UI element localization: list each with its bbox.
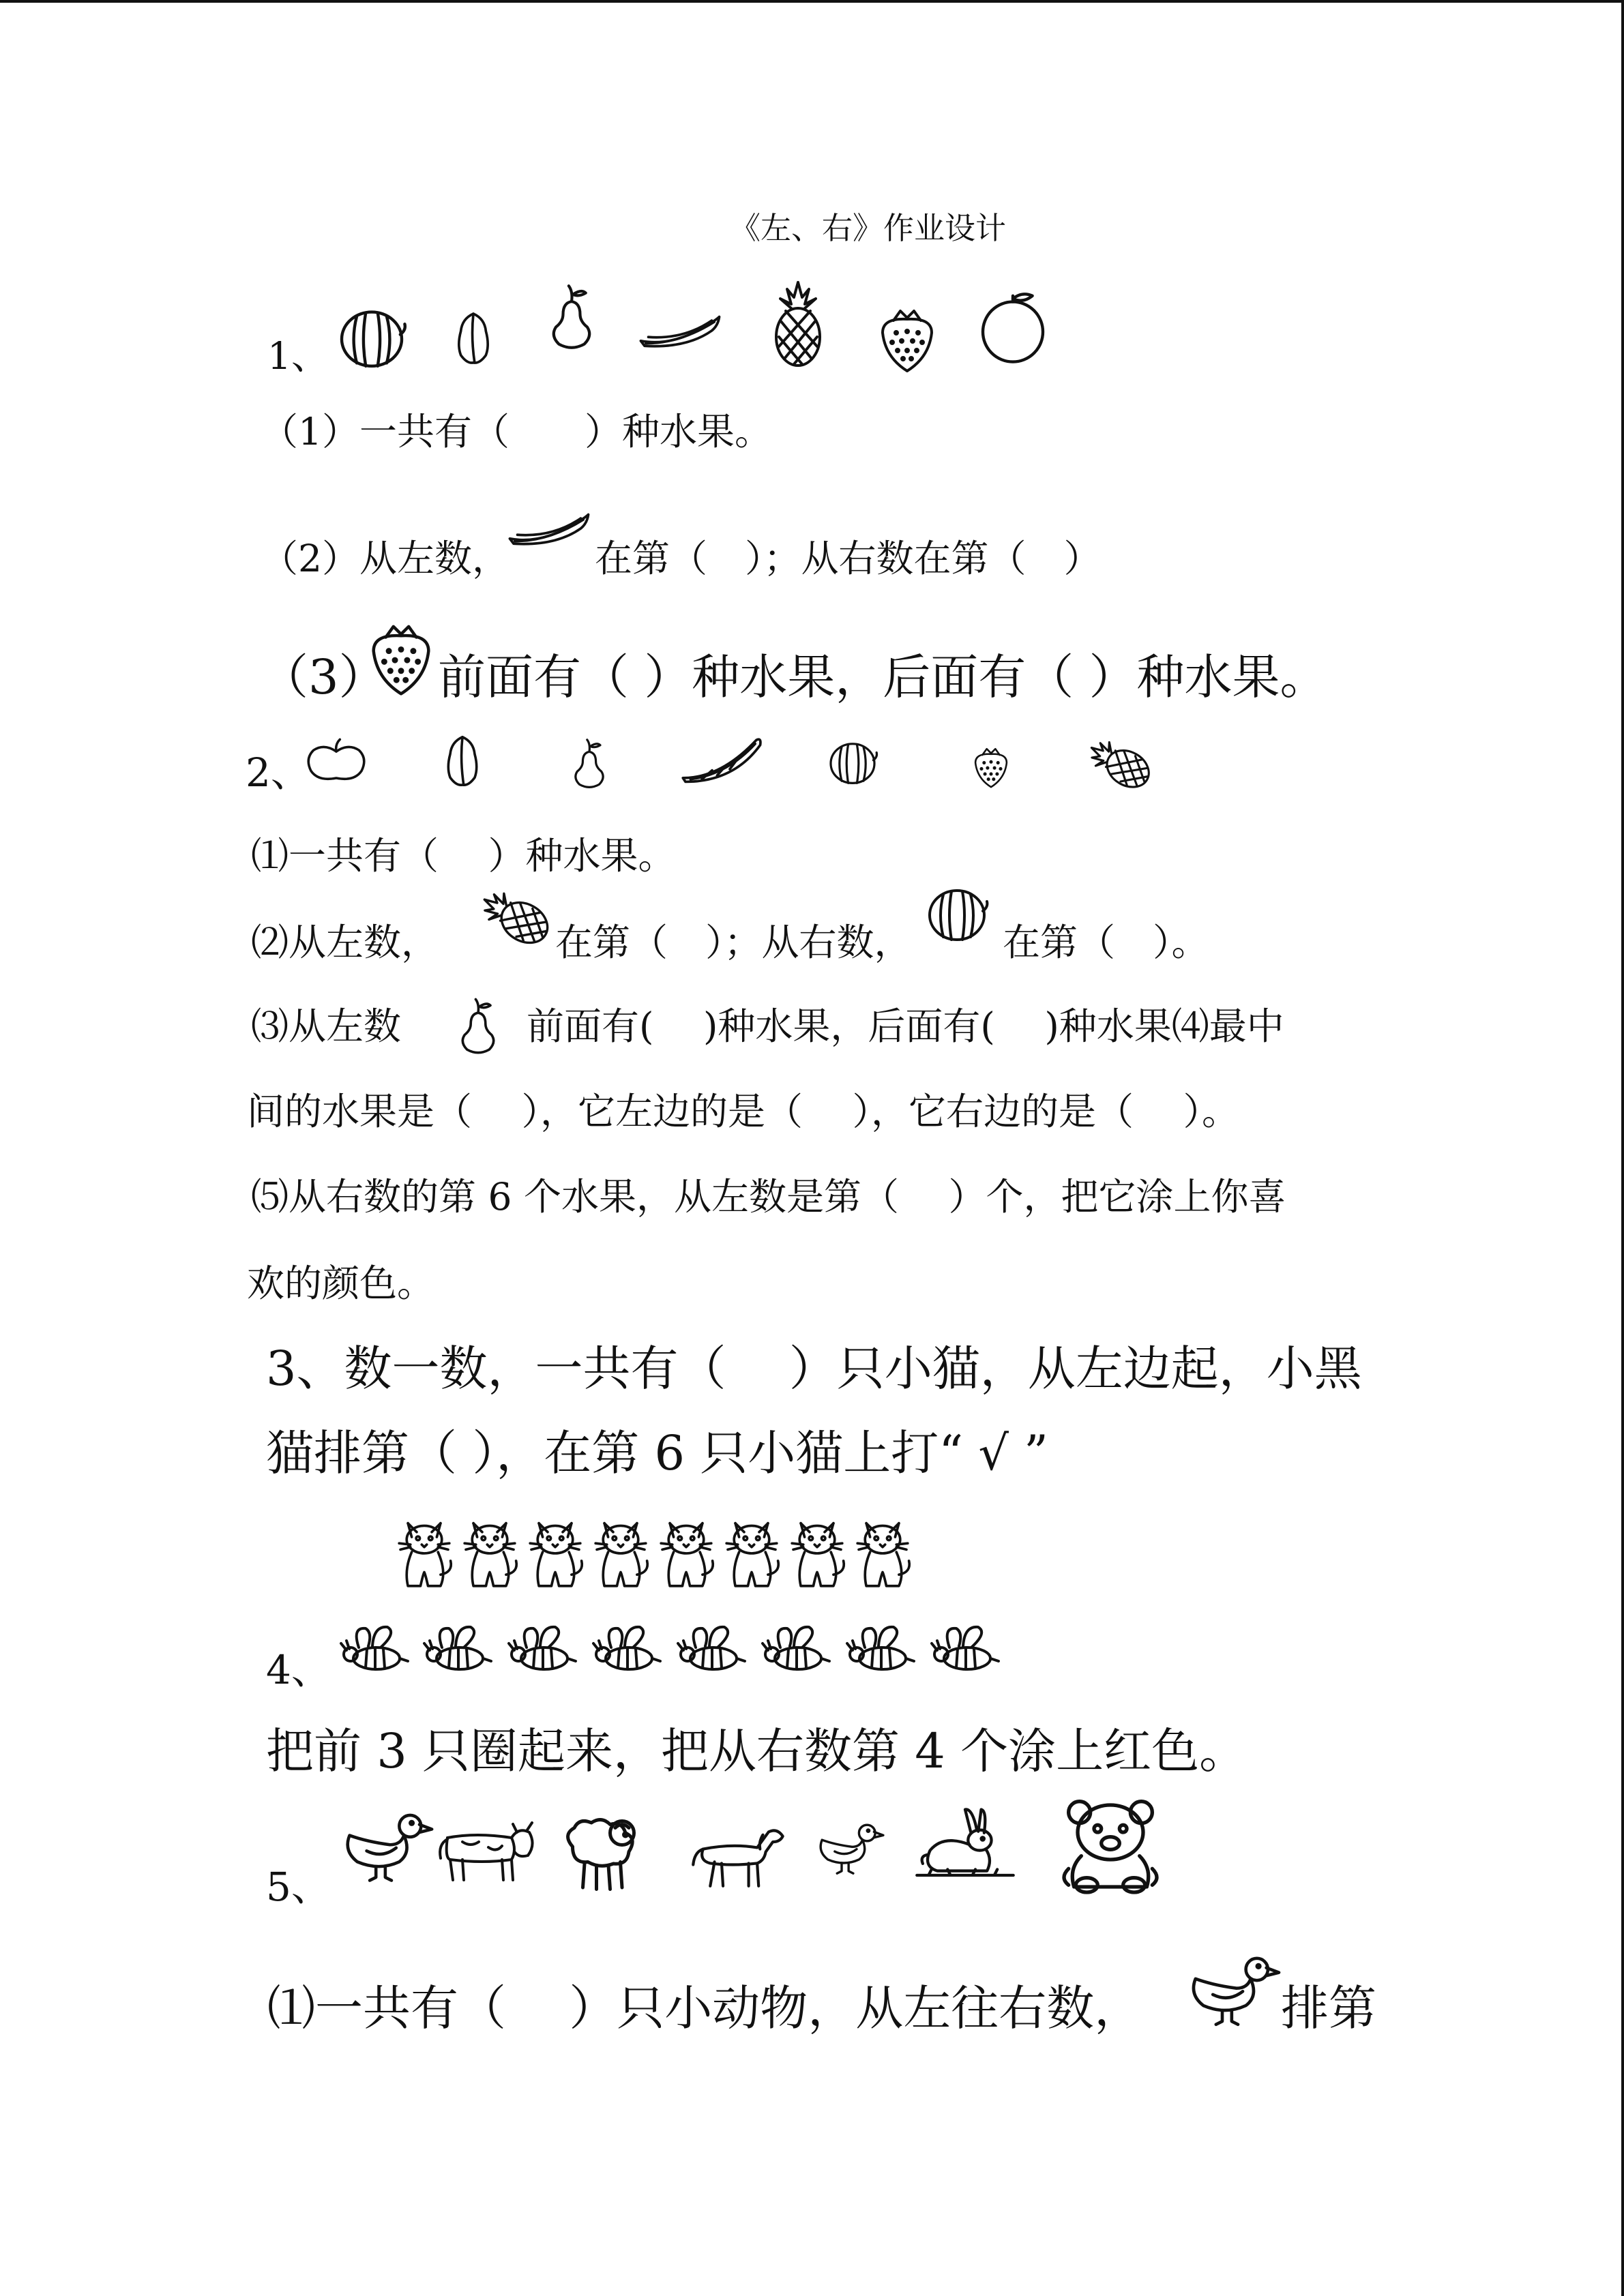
strawberry-icon	[363, 614, 439, 699]
sheep-icon	[547, 1813, 663, 1898]
peach-icon	[442, 300, 505, 375]
cat-icon	[655, 1508, 718, 1597]
peach-icon	[428, 730, 497, 791]
q2-item-1: ⑴一共有（ ）种水果。	[251, 834, 676, 878]
watermelon-icon	[907, 880, 1007, 948]
bee-icon	[422, 1623, 497, 1678]
bee-icon	[338, 1623, 413, 1678]
bee-icon	[929, 1623, 1004, 1678]
banana-icon	[505, 498, 593, 559]
q1-item-1: （1）一共有（ ）种水果。	[261, 410, 772, 453]
pear-icon	[536, 269, 607, 365]
orange-icon	[975, 290, 1050, 365]
q2-item-5: ⑸从右数的第 6 个水果，从左数是第（ ）个，把它涂上你喜	[251, 1175, 1286, 1219]
page-border-top	[0, 0, 1624, 3]
bear-icon	[1056, 1795, 1165, 1897]
q2-item-3-suffix: 前面有( )种水果，后面有( )种水果⑷最中	[527, 1004, 1284, 1048]
horse-icon	[689, 1819, 788, 1893]
q5-item-1-prefix: ⑴一共有（ ）只小动物，从左往右数，	[267, 1980, 1142, 2036]
cat-icon	[851, 1508, 914, 1597]
q2-item-5-cont: 欢的颜色。	[247, 1262, 435, 1305]
q2-item-2-prefix: ⑵从左数，	[251, 921, 439, 964]
cat-icon	[524, 1508, 587, 1597]
q3-line-1: 3、数一数，一共有（ ）只小猫，从左边起，小黑	[266, 1341, 1362, 1397]
q1-number: 1、	[267, 334, 329, 378]
bee-icon	[591, 1623, 666, 1678]
cat-icon	[786, 1508, 848, 1597]
banana-icon	[677, 731, 765, 787]
bee-icon	[506, 1623, 581, 1678]
q3-line-2: 猫排第（ ），在第 6 只小猫上打“ √ ”	[266, 1425, 1048, 1481]
q2-item-4: 间的水果是（ ），它左边的是（ ），它右边的是（ ）。	[247, 1090, 1239, 1133]
q4-instruction: 把前 3 只圈起来，把从右数第 4 个涂上红色。	[266, 1723, 1247, 1779]
q1-item-2-suffix: 在第（ ）；从右数在第（ ）	[595, 537, 1102, 580]
pear-icon	[561, 736, 618, 791]
pineapple-icon	[1064, 702, 1175, 825]
watermelon-icon	[816, 735, 889, 790]
q1-item-2-prefix: （2）从左数，	[261, 537, 510, 580]
rabbit-icon	[914, 1800, 1016, 1889]
q5-number: 5、	[266, 1864, 331, 1910]
cow-icon	[435, 1817, 537, 1885]
bee-icon	[844, 1623, 919, 1678]
strawberry-icon	[967, 742, 1015, 790]
duck-icon	[1181, 1949, 1284, 2031]
page-border-right	[1621, 0, 1624, 2296]
pineapple-icon	[764, 276, 832, 372]
pear-icon	[447, 989, 509, 1064]
q1-item-3-suffix: 前面有（ ）种水果，后面有（ ）种水果。	[438, 649, 1328, 705]
watermelon-icon	[327, 300, 416, 375]
cat-icon	[458, 1508, 521, 1597]
cat-icon	[393, 1508, 456, 1597]
cat-icon	[720, 1508, 783, 1597]
duck-icon	[336, 1807, 437, 1885]
q2-number: 2、	[246, 749, 310, 796]
apple-icon	[300, 738, 372, 787]
bee-icon	[675, 1623, 750, 1678]
strawberry-icon	[873, 300, 941, 375]
cat-icon	[589, 1508, 652, 1597]
q1-item-3-prefix: （3）	[261, 649, 387, 705]
duck-icon	[812, 1814, 887, 1882]
page-title: 《左、右》作业设计	[730, 210, 1007, 246]
q4-number: 4、	[266, 1647, 331, 1693]
q2-item-2-suffix: 在第（ ）。	[1003, 921, 1209, 964]
q2-item-3-prefix: ⑶从左数	[251, 1004, 402, 1048]
bee-icon	[760, 1623, 835, 1678]
q5-item-1-suffix: 排第	[1281, 1980, 1376, 2036]
q2-item-2-middle: 在第（ ）；从右数，	[555, 921, 912, 964]
banana-icon	[636, 303, 724, 358]
